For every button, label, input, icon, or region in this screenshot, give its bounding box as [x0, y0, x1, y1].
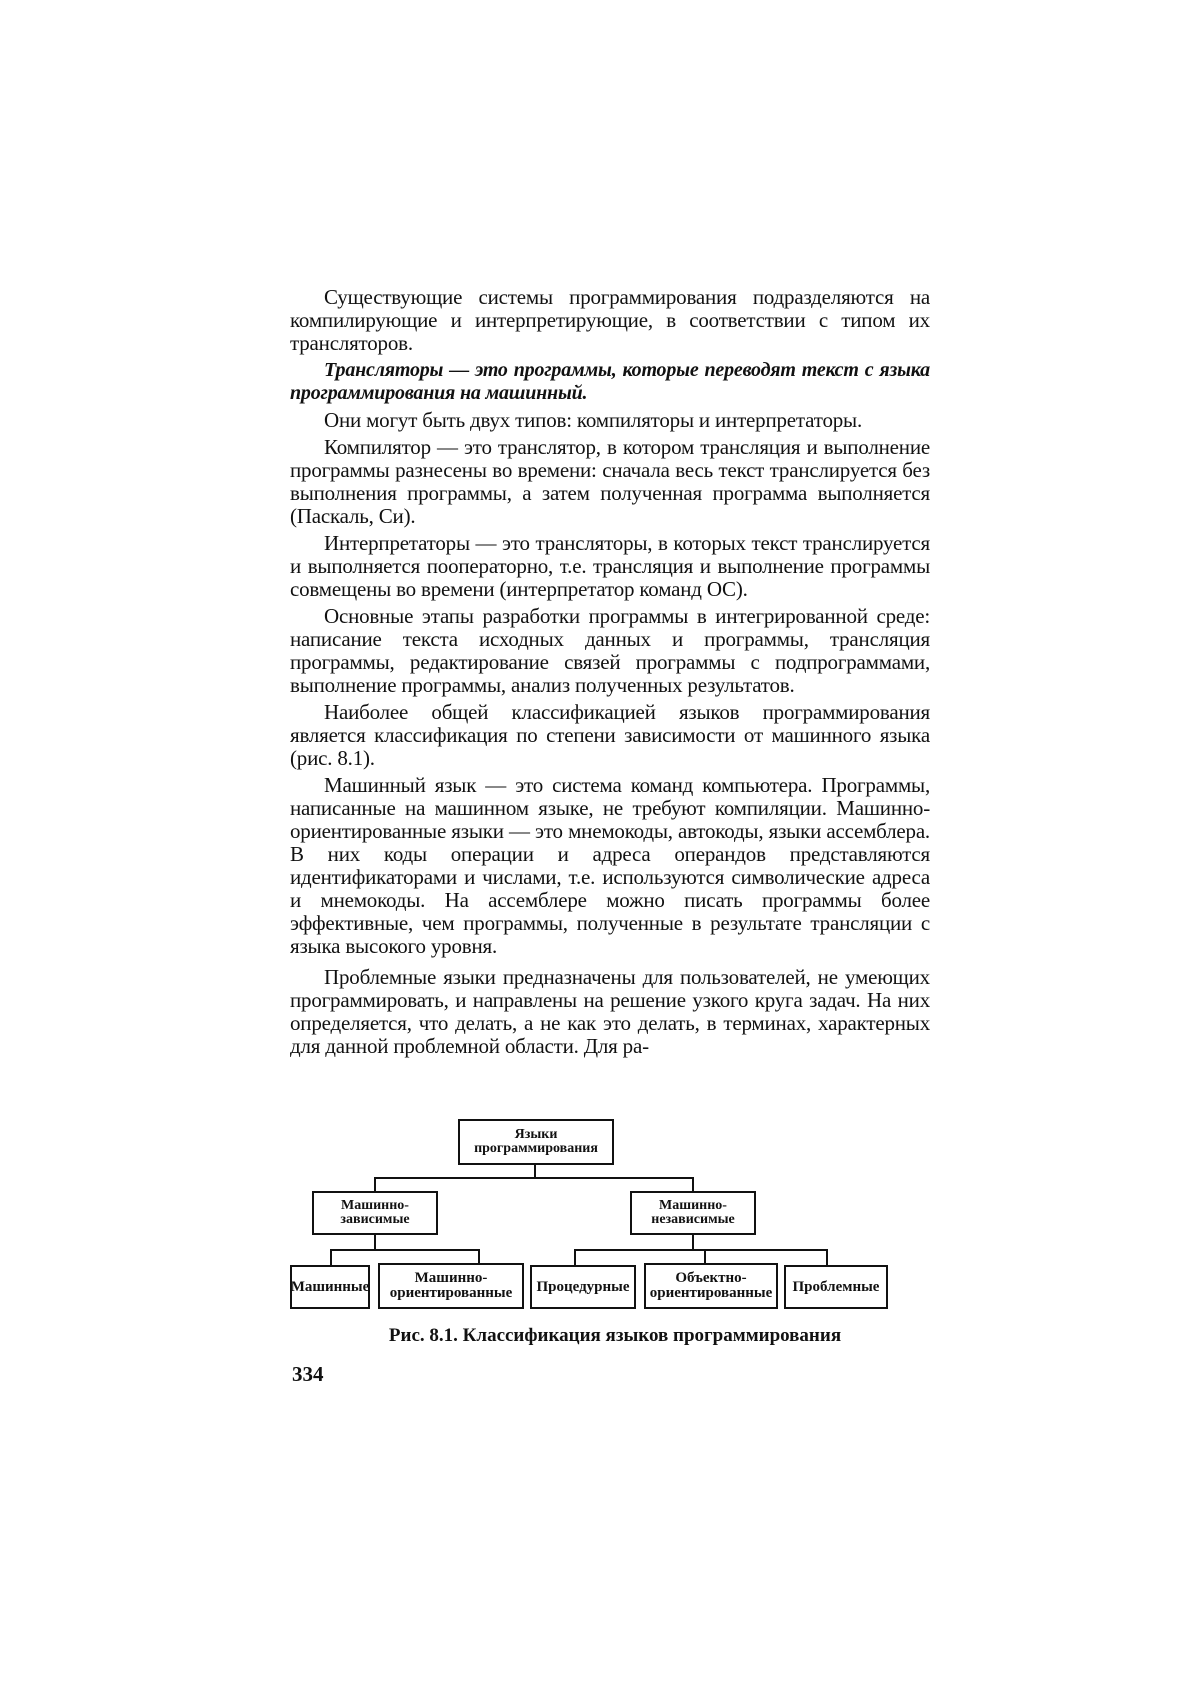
machine-oriented-leaf: Машинно-ориентированные [378, 1263, 524, 1309]
root-node: Языки программирования [458, 1119, 614, 1165]
paragraph-systems: Существующие системы программирования подразделяются на компилирующие и интерпретирующие, в соответствии с типом их трансляторов. [290, 285, 930, 355]
classification-diagram [290, 1105, 940, 1325]
connector-right-down [692, 1177, 694, 1191]
connector-left-branch-down [374, 1235, 376, 1249]
paragraph-translator-types: Они могут быть двух типов: компиляторы и интерпретаторы. [324, 408, 862, 432]
paragraph-development-stages: Основные этапы разработки программы в интегрированной среде: написание текста исходных данных и программы, трансляция программы, редактирование связей программы с подпрограммами, выполнение программы, анализ полученных результатов. [290, 604, 930, 697]
machine-leaf: Машинные [290, 1265, 370, 1309]
figure-caption: Рис. 8.1. Классификация языков программирования [388, 1325, 842, 1346]
problem-leaf: Проблемные [784, 1265, 888, 1309]
page-text [290, 286, 930, 1062]
connector-right-branch-horizontal [574, 1249, 828, 1251]
machine-dependent-node: Машинно-зависимые [312, 1191, 438, 1235]
paragraph-machine-language: Машинный язык — это система команд компьютера. Программы, написанные на машинном языке, не требуют компиляции. Машинно-ориентированные языки — это мнемокоды, автокоды, языки ассемблера. В них коды операции и адреса операндов представляются идентификаторами и числами, т.е. используются символические адреса и мнемокоды. На ассемблере можно писать программы более эффективные, чем программы, полученные в результате трансляции с языка высокого уровня. [290, 773, 930, 958]
paragraph-compiler: Компилятор — это транслятор, в котором трансляция и выполнение программы разнесены во времени: сначала весь текст транслируется без выполнения программы, а затем полученная программа выполняется (Паскаль, Си). [290, 435, 930, 528]
connector-left-branch-horizontal [330, 1249, 480, 1251]
machine-independent-node: Машинно-независимые [630, 1191, 756, 1235]
connector-left-down [374, 1177, 376, 1191]
connector-root-down [534, 1165, 536, 1177]
procedural-leaf: Процедурные [530, 1265, 636, 1309]
paragraph-classification: Наиболее общей классификацией языков программирования является классификация по степени зависимости от машинного языка (рис. 8.1). [290, 700, 930, 770]
connector-level1-horizontal [374, 1177, 694, 1179]
paragraph-problem-languages: Проблемные языки предназначены для пользователей, не умеющих программировать, и направлены на решение узкого круга задач. На них определяется, что делать, а не как это делать, в терминах, характерных для данной проблемной области. Для ра- [290, 965, 930, 1058]
paragraph-translators-definition: Трансляторы — это программы, которые переводят текст с языка программирования на машинный. [290, 359, 930, 404]
connector-leaf1-down [330, 1249, 332, 1265]
object-oriented-leaf: Объектно-ориентированные [644, 1263, 778, 1309]
connector-leaf5-down [826, 1249, 828, 1265]
paragraph-interpreters: Интерпретаторы — это трансляторы, в которых текст транслируется и выполняется пооператорно, т.е. трансляция и выполнение программы совмещены во времени (интерпретатор команд ОС). [290, 531, 930, 601]
connector-right-branch-down [692, 1235, 694, 1249]
connector-leaf3-down [574, 1249, 576, 1265]
page-number: 334 [292, 1362, 324, 1386]
